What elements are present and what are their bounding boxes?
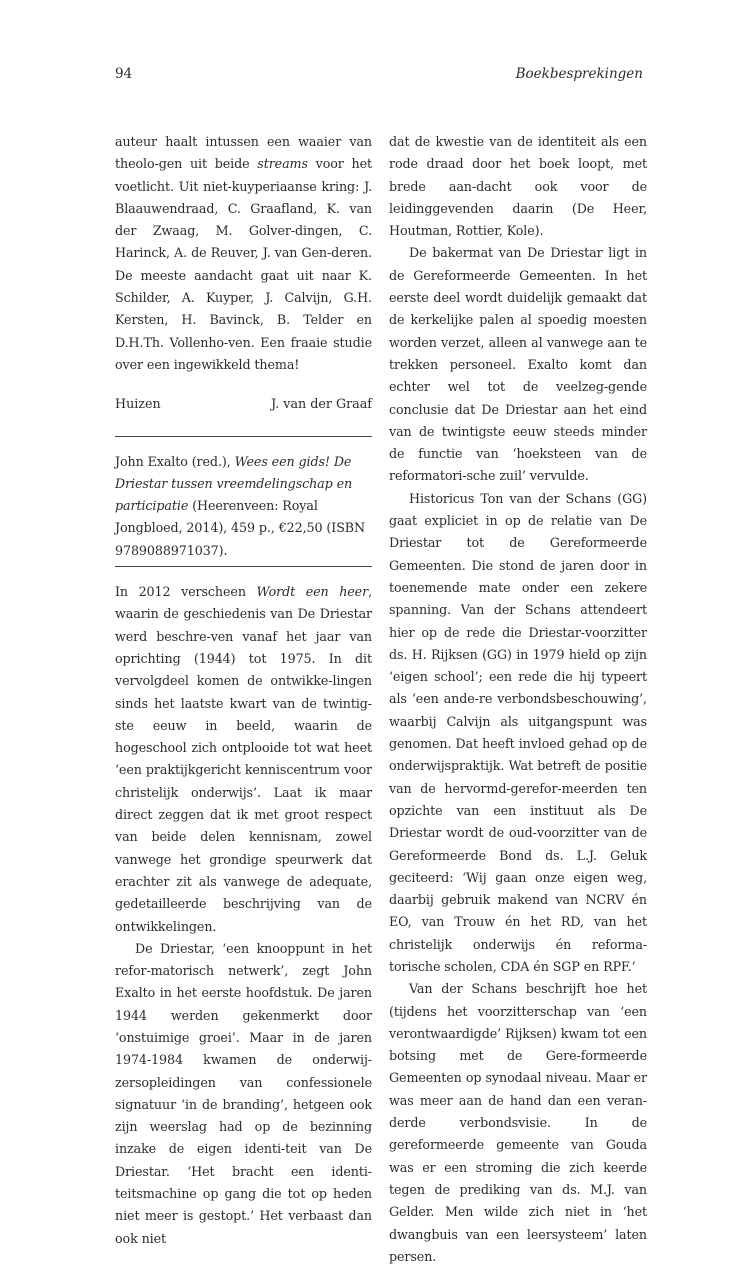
running-head bbox=[115, 66, 643, 86]
section-title: Boekbesprekingen bbox=[515, 66, 643, 82]
divider-top bbox=[115, 436, 372, 437]
reviewer-place: Huizen bbox=[115, 396, 161, 412]
left-column bbox=[115, 131, 372, 1250]
review-paragraph: Van der Schans beschrijft hoe het (tijdens het voorzitterschap van ‘een verontwaardigde’ Rijksen) kwam tot een botsing met de Gere-formeerde Gemeenten op synodaal niveau. Maar er was meer aan de hand dan een veran-derde verbondsvisie. In de gereformeerde gemeente van Gouda was er een stroming die zich keerde tegen de prediking van ds. M.J. van Gelder. Men wilde zich niet in ‘het dwangbuis van een leersysteem’ laten persen. bbox=[389, 981, 647, 1264]
review-paragraph: In 2012 verscheen Wordt een heer, waarin de geschiedenis van De Driestar werd beschre-ven vanaf het jaar van oprichting (1944) tot 1975. In dit vervolgdeel komen de ontwikke-lingen sinds het laatste kwart van de twintig-ste eeuw in beeld, waarin de hogeschool zich ontplooide tot wat heet ‘een praktijkgericht kenniscentrum voor christelijk onderwijs’. Laat ik maar direct zeggen dat ik met groot respect van beide delen kennisnam, zowel vanwege het grondige speurwerk dat erachter zit als vanwege de adequate, gedetailleerde beschrijving van de ontwikkelingen. bbox=[115, 584, 372, 934]
review-paragraph: dat de kwestie van de identiteit als een rode draad door het boek loopt, met brede aan-dacht ook voor de leidinggevenden daarin (De Heer, Houtman, Rottier, Kole). bbox=[389, 134, 647, 239]
review-paragraph: De Driestar, ‘een knooppunt in het refor-matorisch netwerk’, zegt John Exalto in het eerste hoofdstuk. De jaren 1944 werden gekenmerkt door ‘onstuimige groei’. Maar in de jaren 1974-1984 kwamen de onderwij-zersopleidingen van confessionele signatuur ‘in de branding’, hetgeen ook zijn weerslag had op de bezinning inzake de eigen identi-teit van De Driestar. ‘Het bracht een identi-teitsmachine op gang die tot op heden niet meer is gestopt.’ Het verbaast dan ook niet bbox=[115, 940, 372, 1246]
divider-bottom bbox=[115, 566, 372, 567]
previous-review-ending: auteur haalt intussen een waaier van theolo-gen uit beide streams voor het voetlicht. Uit niet-kuyperiaanse kring: J. Blaauwendraad, C. Graafland, K. van der Zwaag, M. Golver-dingen, C. Harinck, A. de Reuver, J. van Gen-deren. De meeste aandacht gaat uit naar K. Schilder, A. Kuyper, J. Calvijn, G.H. Kersten, H. Bavinck, B. Telder en D.H.Th. Vollenho-ven. Een fraaie studie over een ingewikkeld thema! bbox=[115, 134, 372, 372]
review-paragraph: Historicus Ton van der Schans (GG) gaat expliciet in op de relatie van De Driestar tot de Gereformeerde Gemeenten. Die stond de jaren door in toenemende mate onder een zekere spanning. Van der Schans attendeert hier op de rede die Driestar-voorzitter ds. H. Rijksen (GG) in 1979 hield op zijn ‘eigen school’; een rede die hij typeert als ‘een ande-re verbondsbeschouwing’, waarbij Calvijn als uitgangspunt was genomen. Dat heeft invloed gehad op de onderwijspraktijk. Wat betreft de positie van de hervormd-gerefor-meerden ten opzichte van een instituut als De Driestar wordt de oud-voorzitter van de Gereformeerde Bond ds. L.J. Geluk geciteerd: ‘Wij gaan onze eigen weg, daarbij gebruik makend van NCRV én EO, van Trouw én het RD, van het christelijk onderwijs én reforma-torische scholen, CDA én SGP en RPF.’ bbox=[389, 490, 647, 974]
page-number: 94 bbox=[115, 66, 133, 82]
right-column bbox=[389, 131, 647, 1268]
book-reference: John Exalto (red.), Wees een gids! De Driestar tussen vreemdelingschap en participatie (Heerenveen: Royal Jongbloed, 2014), 459 p., €22,50 (ISBN 9789088971037). bbox=[115, 453, 366, 558]
review-paragraph: De bakermat van De Driestar ligt in de Gereformeerde Gemeenten. In het eerste deel wordt duidelijk gemaakt dat de kerkelijke palen al spoedig moesten worden verzet, alleen al vanwege aan te trekken personeel. Exalto komt dan echter wel tot de veelzeg-gende conclusie dat De Driestar aan het eind van de twintigste eeuw steeds minder de functie van ‘hoeksteen van de reformatori-sche zuil’ vervulde. bbox=[389, 245, 647, 484]
reviewer-signature bbox=[115, 393, 372, 415]
reviewer-name: J. van der Graaf bbox=[271, 396, 372, 412]
